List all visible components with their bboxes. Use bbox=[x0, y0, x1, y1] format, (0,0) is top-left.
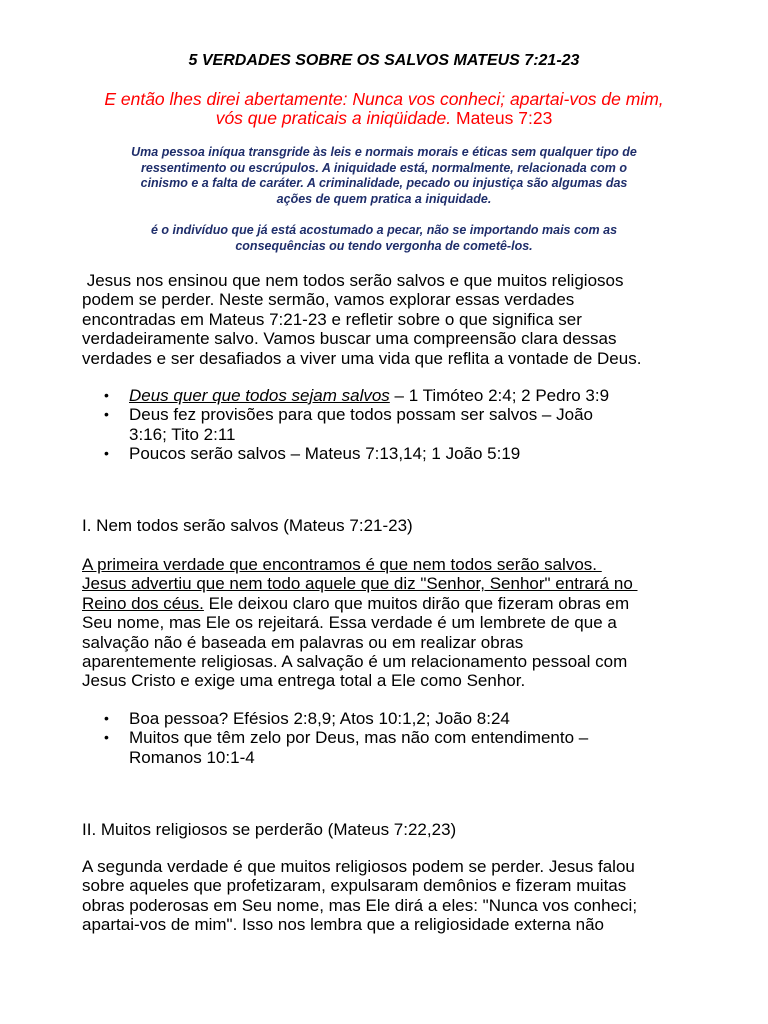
list-item bbox=[82, 709, 682, 728]
intro-line: Jesus nos ensinou que nem todos serão salvos e que muitos religiosos bbox=[82, 271, 624, 290]
intro-paragraph bbox=[82, 271, 692, 368]
list-item-emphasis: Deus quer que todos sejam salvos bbox=[129, 386, 390, 405]
definition-line: cinismo e a falta de caráter. A criminalidade, pecado ou injustiça são algumas das bbox=[140, 176, 628, 190]
list-item-text: Poucos serão salvos – Mateus 7:13,14; 1 João 5:19 bbox=[129, 444, 521, 464]
intro-line: verdadeiramente salvo. Vamos buscar uma compreensão clara dessas bbox=[82, 329, 617, 349]
section-heading-1: I. Nem todos serão salvos (Mateus 7:21-23) bbox=[82, 516, 413, 535]
definition-paragraph-1 bbox=[0, 145, 768, 207]
underlined-text: A primeira verdade que encontramos é que nem todos serão salvos. bbox=[82, 555, 602, 574]
intro-line: verdades e ser desafiados a viver uma vida que reflita a vontade de Deus. bbox=[82, 348, 642, 368]
intro-line: encontradas em Mateus 7:21-23 e refletir sobre o que significa ser bbox=[82, 309, 582, 329]
definition-line: é o indivíduo que já está acostumado a pecar, não se importando mais com as bbox=[150, 223, 618, 237]
scripture-verse bbox=[0, 90, 768, 128]
paragraph-line: A segunda verdade é que muitos religiosos podem se perder. Jesus falou bbox=[82, 857, 635, 876]
section2-paragraph bbox=[82, 857, 692, 935]
list-item bbox=[82, 728, 682, 767]
list-item-text: Deus fez provisões para que todos possam ser salvos – João bbox=[129, 405, 593, 425]
paragraph-line: sobre aqueles que profetizaram, expulsaram demônios e fizeram muitas bbox=[82, 876, 627, 896]
definition-line: consequências ou tendo vergonha de cometê-los. bbox=[235, 238, 533, 253]
paragraph-line: obras poderosas em Seu nome, mas Ele dirá a eles: "Nunca vos conheci; bbox=[82, 895, 638, 915]
paragraph-line: Seu nome, mas Ele os rejeitará. Essa verdade é um lembrete de que a bbox=[82, 613, 617, 633]
intro-line: podem se perder. Neste sermão, vamos explorar essas verdades bbox=[82, 290, 575, 310]
verse-quote-line2: vós que praticais a iniqüidade. bbox=[215, 108, 452, 128]
paragraph-line: salvação não é baseada em palavras ou em realizar obras bbox=[82, 632, 524, 652]
definition-paragraph-2 bbox=[0, 223, 768, 254]
verse-quote-line1: E então lhes direi abertamente: Nunca vos conheci; apartai-vos de mim, bbox=[104, 89, 664, 109]
paragraph-line: Jesus Cristo e exige uma entrega total a Ele como Senhor. bbox=[82, 671, 526, 691]
definition-line: Uma pessoa iníqua transgride às leis e normais morais e éticas sem qualquer tipo de bbox=[131, 145, 637, 159]
definition-line: ressentimento ou escrúpulos. A iniquidade está, normalmente, relacionada com o bbox=[141, 160, 627, 175]
section-heading-2: II. Muitos religiosos se perderão (Mateus 7:22,23) bbox=[82, 820, 457, 839]
paragraph-text: Ele deixou claro que muitos dirão que fizeram obras em bbox=[203, 593, 630, 613]
list-item bbox=[82, 386, 682, 405]
underlined-text: Jesus advertiu que nem todo aquele que diz "Senhor, Senhor" entrará no bbox=[82, 574, 638, 594]
list-item-text: Boa pessoa? Efésios 2:8,9; Atos 10:1,2; João 8:24 bbox=[129, 709, 510, 728]
bullet-list-2 bbox=[82, 709, 682, 767]
list-item-text: 3:16; Tito 2:11 bbox=[129, 424, 236, 444]
document-title: 5 VERDADES SOBRE OS SALVOS MATEUS 7:21-23 bbox=[188, 52, 580, 69]
verse-reference: Mateus 7:23 bbox=[456, 108, 553, 128]
bullet-list-1 bbox=[82, 386, 682, 464]
list-item bbox=[82, 444, 682, 463]
list-item-text: Muitos que têm zelo por Deus, mas não com entendimento – bbox=[129, 728, 589, 748]
paragraph-line: aparentemente religiosas. A salvação é um relacionamento pessoal com bbox=[82, 652, 628, 672]
list-item-text: – 1 Timóteo 2:4; 2 Pedro 3:9 bbox=[389, 386, 610, 405]
underlined-text: Reino dos céus. bbox=[82, 593, 204, 613]
list-item-text: Romanos 10:1-4 bbox=[129, 747, 255, 767]
section1-paragraph bbox=[82, 555, 692, 691]
list-item bbox=[82, 405, 682, 444]
paragraph-line: apartai-vos de mim". Isso nos lembra que a religiosidade externa não bbox=[82, 915, 604, 935]
definition-line: ações de quem pratica a iniquidade. bbox=[276, 191, 492, 206]
